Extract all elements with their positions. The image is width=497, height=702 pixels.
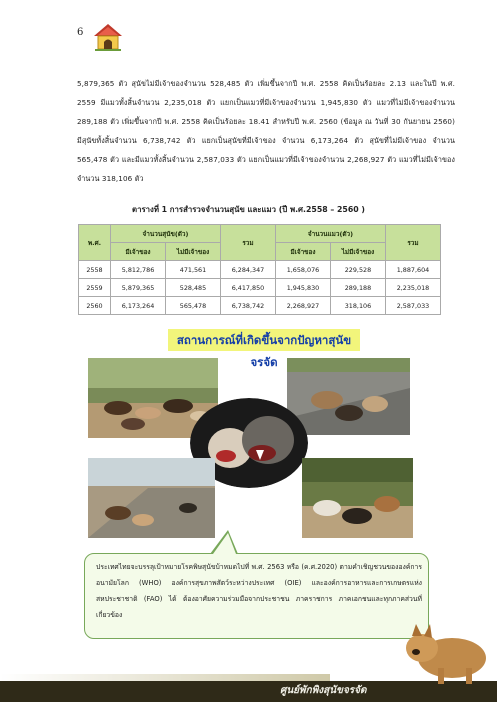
photo-dogs-street [88,458,215,538]
intro-text: 5,879,365 ตัว สุนัขไม่มีเจ้าของจำนวน 528,485 ตัว เพิ่มขึ้นจากปี พ.ศ. 2558 คิดเป็นร้อยละ 2.13 และในปี พ.ศ. 2559 มีแมวทั้งสิ้นจำนวน 2,235,018 ตัว แยกเป็นแมวที่มีเจ้าของจำนวน 1,945,830 ตัว แมวที่ไม่มีเจ้าของจำนวน 289,188 ตัว เพิ่มขึ้นจากปี พ.ศ. 2558 คิดเป็นร้อยละ 18.41 สำหรับปี พ.ศ. 2560 (ข้อมูล ณ วันที่ 30 กันยายน 2560) มีสุนัขทั้งสิ้นจำนวน 6,738,742 ตัว แยกเป็นสุนัขที่มีเจ้าของ จำนวน 6,173,264 ตัว สุนัขที่ไม่มีเจ้าของ จำนวน 565,478 ตัว และมีแมวทั้งสิ้นจำนวน 2,587,033 ตัว แยกเป็นแมวที่มีเจ้าของจำนวน 2,268,927 ตัว แมวที่ไม่มีเจ้าของจำนวน 318,106 ตัว [77,79,455,183]
header-dogs: จำนวนสุนัข(ตัว) [111,225,221,243]
header-cats: จำนวนแมว(ตัว) [275,225,385,243]
cell-cat-owned: 2,268,927 [275,297,330,315]
cell-dog-stray: 528,485 [166,279,221,297]
table-row [79,297,441,315]
table-caption: ตารางที่ 1 การสำรวจจำนวนสุนัข และแมว (ปี พ.ศ.2558 – 2560 ) [132,205,365,214]
intro-paragraph [77,74,455,188]
header-dog-owned: มีเจ้าของ [111,243,166,261]
dog-photo [392,618,497,688]
cell-year: 2558 [79,261,111,279]
cell-dog-total: 6,417,850 [220,279,275,297]
page-number: 6 [77,27,84,38]
callout-tail-inner [213,533,236,554]
cell-cat-owned: 1,658,076 [275,261,330,279]
cell-dog-stray: 565,478 [166,297,221,315]
cell-dog-total: 6,284,347 [220,261,275,279]
cell-cat-stray: 229,528 [330,261,385,279]
header-year: พ.ศ. [79,225,111,261]
cell-cat-total: 1,887,604 [385,261,440,279]
cell-cat-total: 2,235,018 [385,279,440,297]
cell-cat-stray: 289,188 [330,279,385,297]
header-cat-stray: ไม่มีเจ้าของ [330,243,385,261]
cell-dog-owned: 5,812,786 [111,261,166,279]
header-cat-owned: มีเจ้าของ [275,243,330,261]
header-dog-stray: ไม่มีเจ้าของ [166,243,221,261]
cell-dog-stray: 471,561 [166,261,221,279]
photo-dogs-roadside [287,358,410,435]
dog-house-icon [92,22,124,52]
table-row [79,279,441,297]
footer-label: ศูนย์พักพิงสุนัขจรจัด [280,685,367,696]
callout-text: ประเทศไทยจะบรรลุเป้าหมายโรคพิษสุนัขบ้าหมดไปที่ พ.ศ. 2563 หรือ (ค.ศ.2020) ตามคำเชิญชวนขององค์การอนามัยโลก (WHO) องค์การสุขภาพสัตว์ระหว่างประเทศ (OIE) และองค์การอาหารและการเกษตรแห่งสหประชาชาติ (FAO) ได้ ต้องอาศัยความร่วมมือจากประชาชน ภาคราชการ ภาคเอกชนและทุกภาคส่วนที่เกี่ยวข้อง [96,563,422,619]
cell-year: 2559 [79,279,111,297]
header-cat-total: รวม [385,225,440,261]
table-row [79,261,441,279]
header-dog-total: รวม [220,225,275,261]
cell-year: 2560 [79,297,111,315]
section-banner: สถานการณ์ที่เกิดขึ้นจากปัญหาสุนัขจรจัด [168,329,360,351]
cell-cat-owned: 1,945,830 [275,279,330,297]
dog-cat-table [78,224,441,315]
cell-dog-owned: 6,173,264 [111,297,166,315]
cell-cat-total: 2,587,033 [385,297,440,315]
cell-dog-total: 6,738,742 [220,297,275,315]
cell-dog-owned: 5,879,365 [111,279,166,297]
cell-cat-stray: 318,106 [330,297,385,315]
photo-dogs-group [302,458,413,538]
